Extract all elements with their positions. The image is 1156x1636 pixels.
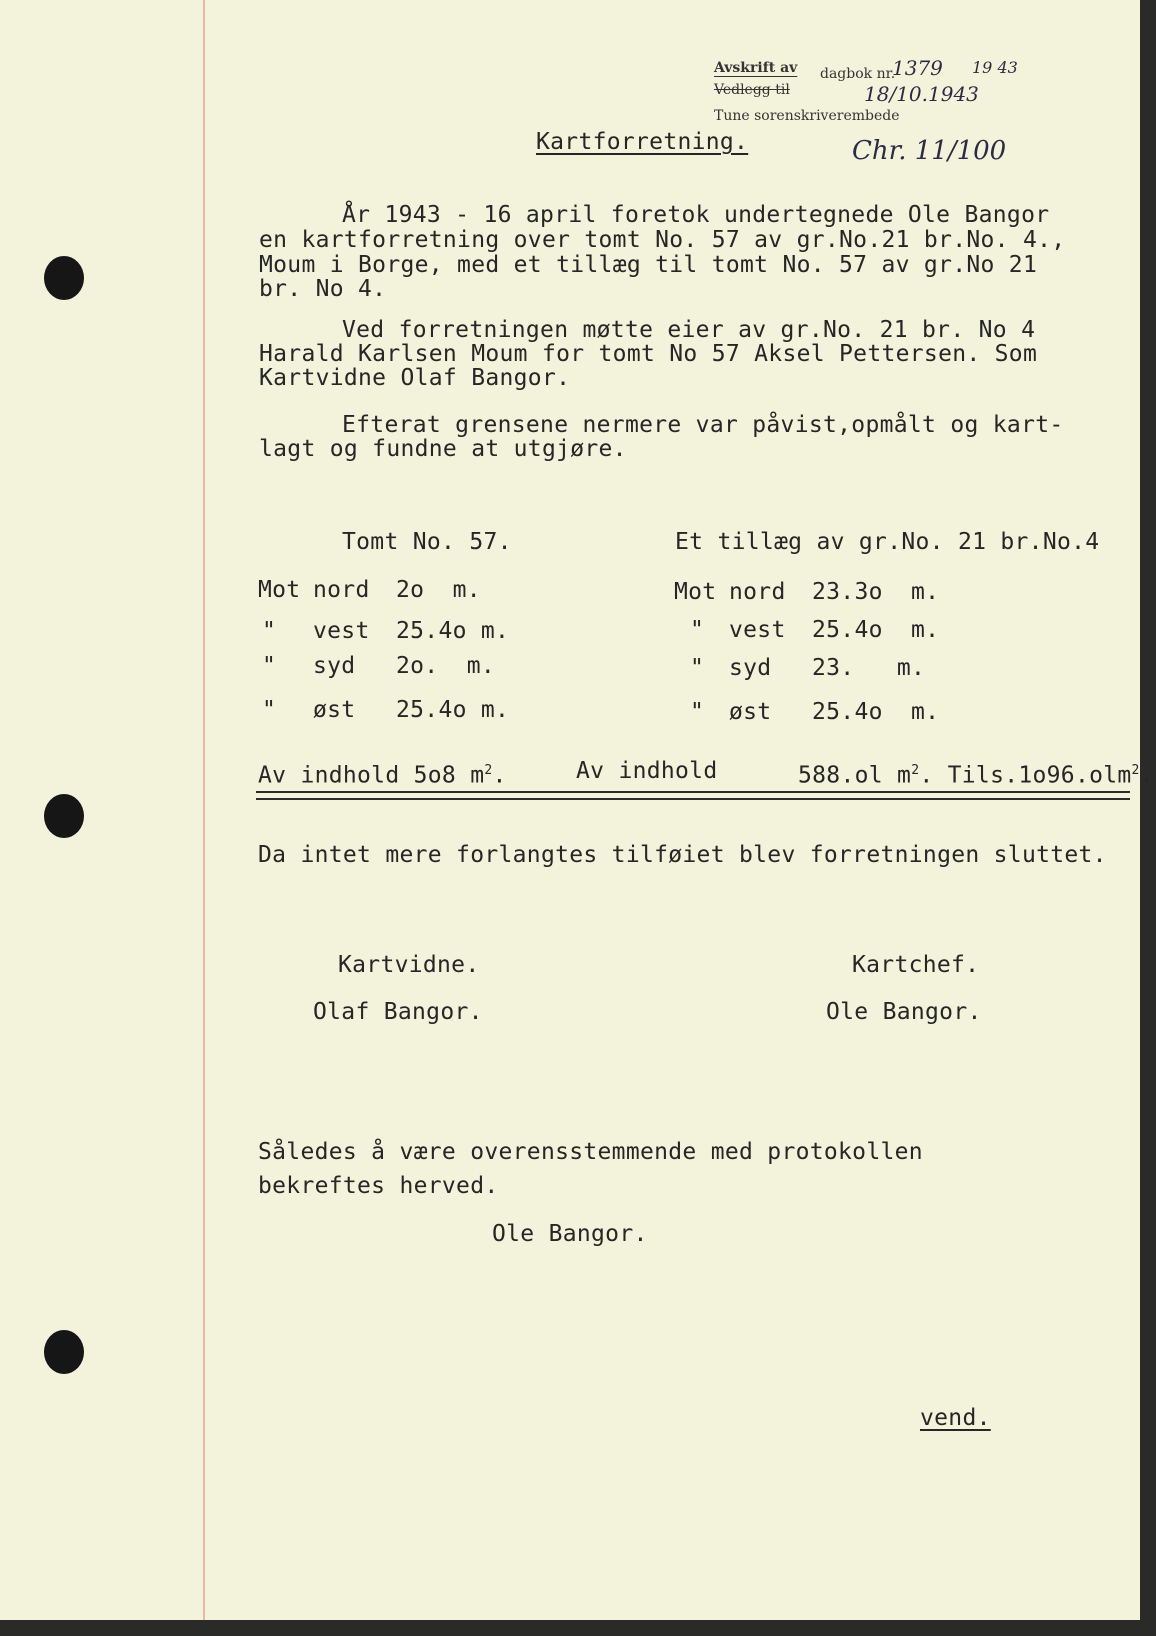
text-line: Efterat grensene nermere var påvist,opmålt og kart- bbox=[342, 412, 1064, 438]
total-superscript: 2 bbox=[1131, 763, 1140, 778]
measurement: 25.4o m. bbox=[396, 697, 510, 723]
text-line: Kartvidne Olaf Bangor. bbox=[259, 365, 571, 391]
measurement: 25.4o m. bbox=[812, 699, 940, 725]
stamp-line-vedlegg: Vedlegg til bbox=[714, 82, 790, 98]
stamp-line-court: Tune sorenskriverembede bbox=[714, 108, 900, 124]
direction-prefix: Mot bbox=[258, 577, 301, 603]
area-label: Av indhold bbox=[576, 758, 718, 784]
surveyor-name: Ole Bangor. bbox=[826, 999, 982, 1025]
certification-signer: Ole Bangor. bbox=[492, 1221, 648, 1247]
witness-role: Kartvidne. bbox=[338, 952, 480, 978]
closing-statement: Da intet mere forlangtes tilføiet blev forretningen sluttet. bbox=[258, 842, 1107, 868]
area-total bbox=[258, 759, 507, 788]
text-line: lagt og fundne at utgjøre. bbox=[259, 436, 627, 462]
handwritten-initials: Chr. 11/100 bbox=[852, 136, 1007, 166]
text-line: Ved forretningen møtte eier av gr.No. 21 br. No 4 bbox=[342, 317, 1036, 343]
margin-line bbox=[203, 0, 205, 1620]
measurement: 2o. m. bbox=[396, 653, 496, 679]
table-heading: Tomt No. 57. bbox=[342, 529, 512, 555]
measurement: 23.3o m. bbox=[812, 579, 940, 605]
handwritten-year: 19 43 bbox=[972, 58, 1018, 77]
direction: syd bbox=[313, 653, 356, 679]
document-title: Kartforretning. bbox=[536, 129, 749, 155]
direction: øst bbox=[313, 697, 356, 723]
text-line: År 1943 - 16 april foretok undertegnede Ole Bangor bbox=[342, 202, 1050, 228]
area-superscript: 2 bbox=[911, 763, 920, 778]
stamp-line-avskrift: Avskrift av bbox=[714, 60, 798, 76]
direction-prefix: " bbox=[690, 617, 705, 643]
certification-line: Således å være overensstemmende med protokollen bbox=[258, 1139, 923, 1165]
witness-name: Olaf Bangor. bbox=[313, 999, 483, 1025]
area-end: . bbox=[492, 762, 507, 789]
handwritten-date: 18/10.1943 bbox=[864, 82, 979, 106]
measurement: 25.4o m. bbox=[812, 617, 940, 643]
total-end: . bbox=[1139, 762, 1154, 789]
direction: syd bbox=[729, 655, 772, 681]
direction-prefix: " bbox=[690, 699, 705, 725]
direction-prefix: " bbox=[262, 618, 277, 644]
text-line: br. No 4. bbox=[259, 276, 387, 302]
total-rule-bottom bbox=[256, 798, 1130, 800]
direction-prefix: " bbox=[262, 653, 277, 679]
certification-line: bekreftes herved. bbox=[258, 1173, 499, 1199]
stamp-dagbok: dagbok nr. bbox=[820, 66, 896, 82]
direction-prefix: Mot bbox=[674, 579, 717, 605]
area-total bbox=[798, 759, 1154, 788]
direction-prefix: " bbox=[690, 655, 705, 681]
measurement: 25.4o m. bbox=[396, 618, 510, 644]
direction: nord bbox=[313, 577, 370, 603]
area-superscript: 2 bbox=[484, 763, 493, 778]
table-heading: Et tillæg av gr.No. 21 br.No.4 bbox=[675, 529, 1100, 555]
direction: øst bbox=[729, 699, 772, 725]
turn-page-note: vend. bbox=[920, 1405, 991, 1431]
text-line: en kartforretning over tomt No. 57 av gr.No.21 br.No. 4., bbox=[259, 227, 1066, 253]
measurement: 2o m. bbox=[396, 577, 481, 603]
handwritten-number: 1379 bbox=[892, 56, 943, 80]
area-main: Av indhold 5o8 m bbox=[258, 762, 485, 789]
direction: vest bbox=[729, 617, 786, 643]
direction: nord bbox=[729, 579, 786, 605]
area-value: 588.ol m bbox=[798, 762, 912, 789]
direction-prefix: " bbox=[262, 697, 277, 723]
punch-hole-bottom bbox=[44, 1330, 84, 1374]
surveyor-role: Kartchef. bbox=[852, 952, 980, 978]
total-rule-top bbox=[256, 791, 1130, 793]
punch-hole-middle bbox=[44, 794, 84, 838]
measurement: 23. m. bbox=[812, 655, 926, 681]
direction: vest bbox=[313, 618, 370, 644]
text-line: Moum i Borge, med et tillæg til tomt No. 57 av gr.No 21 bbox=[259, 252, 1038, 278]
area-and-combined-total: . Tils.1o96.olm bbox=[919, 762, 1132, 789]
punch-hole-top bbox=[44, 256, 84, 300]
text-line: Harald Karlsen Moum for tomt No 57 Aksel Pettersen. Som bbox=[259, 341, 1038, 367]
